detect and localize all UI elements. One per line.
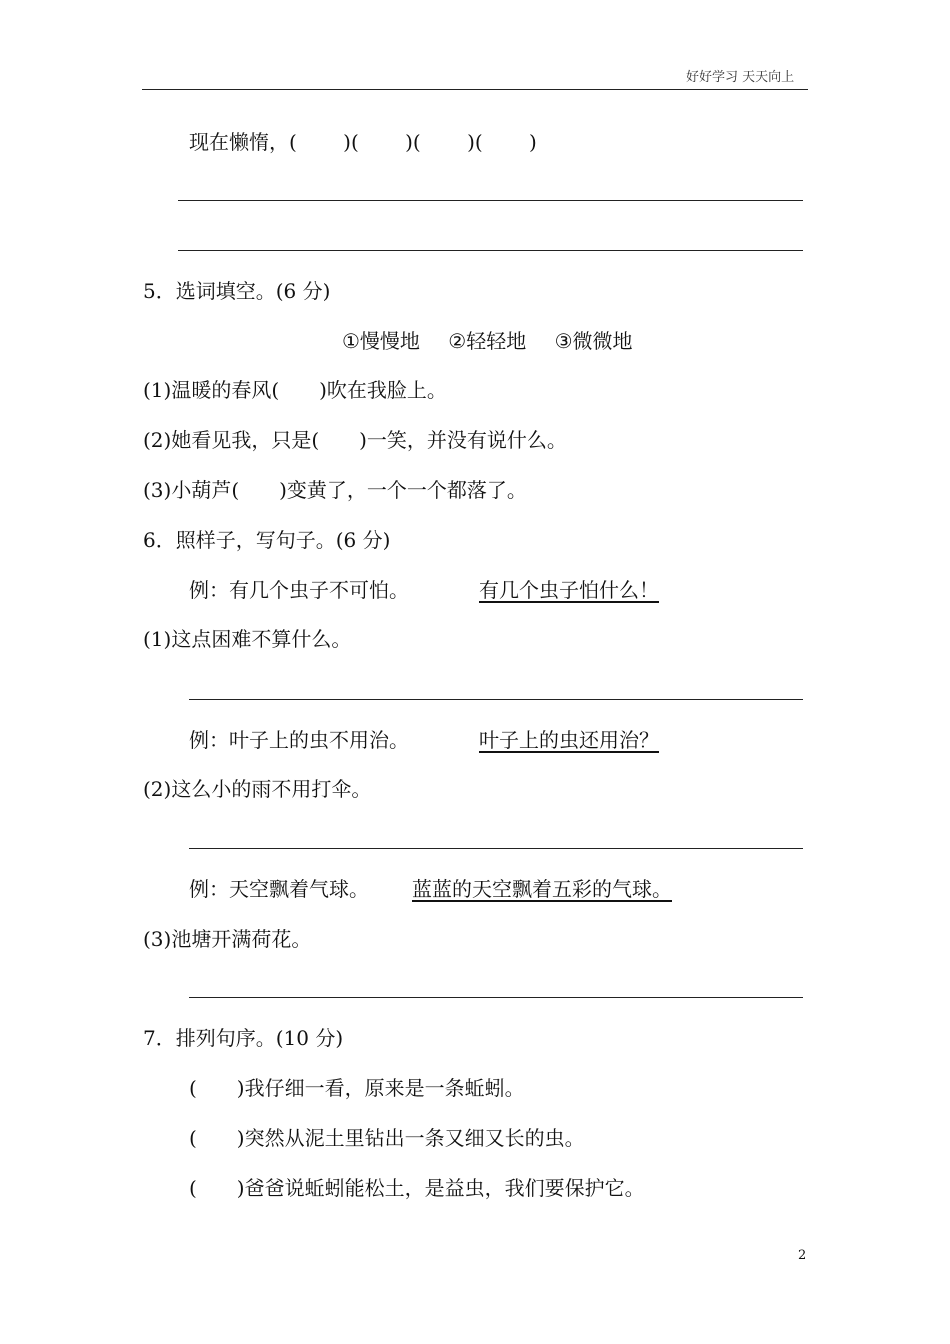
q5-item-1[interactable]: (1)温暖的春风( )吹在我脸上。 [143,378,447,402]
q4-answer-line-2[interactable] [178,250,803,251]
q6-answer-line-3[interactable] [189,997,803,998]
q6-item-3: (3)池塘开满荷花。 [143,927,312,951]
header-slogan: 好好学习 天天向上 [686,70,795,85]
q6-example-2-answer: 叶子上的虫还用治？ [479,728,659,752]
q7-text-1: 我仔细一看，原来是一条蚯蚓。 [244,1076,525,1100]
q6-example-1-label: 例：有几个虫子不可怕。 [189,578,409,602]
q5-item-2[interactable]: (2)她看见我，只是( )一笑，并没有说什么。 [143,428,567,452]
q7-title: 7．排列句序。(10 分) [143,1026,344,1050]
q7-text-3: 爸爸说蚯蚓能松土，是益虫，我们要保护它。 [244,1176,645,1200]
q7-bracket-1[interactable]: ( ) [189,1076,245,1100]
q7-item-2 [189,1125,585,1151]
q7-text-2: 突然从泥土里钻出一条又细又长的虫。 [244,1126,585,1150]
q6-answer-line-1[interactable] [189,699,803,700]
q6-example-3-answer: 蓝蓝的天空飘着五彩的气球。 [412,877,672,901]
q7-bracket-2[interactable]: ( ) [189,1126,245,1150]
q4-prefix: 现在懒惰， [189,130,289,154]
q6-example-2-label: 例：叶子上的虫不用治。 [189,728,409,752]
q7-item-1 [189,1075,525,1101]
q7-bracket-3[interactable]: ( ) [189,1176,245,1200]
q4-brackets[interactable]: ( )( )( )( ) [289,130,537,154]
q4-line [189,129,537,155]
q7-item-3 [189,1175,645,1201]
q5-option-2: ②轻轻地 [448,329,527,353]
header-rule [142,89,808,90]
q5-item-3[interactable]: (3)小葫芦( )变黄了，一个一个都落了。 [143,478,527,502]
q6-answer-line-2[interactable] [189,848,803,849]
q6-item-1: (1)这点困难不算什么。 [143,627,352,651]
q6-example-1-answer: 有几个虫子怕什么！ [479,578,659,602]
q4-answer-line-1[interactable] [178,200,803,201]
q5-option-3: ③微微地 [554,329,633,353]
q6-example-3-label: 例：天空飘着气球。 [189,877,369,901]
q6-item-2: (2)这么小的雨不用打伞。 [143,777,372,801]
q5-options [342,328,655,354]
q6-title: 6．照样子，写句子。(6 分) [143,528,391,552]
page-number: 2 [798,1248,807,1263]
q5-option-1: ①慢慢地 [342,329,420,353]
q5-title: 5．选词填空。(6 分) [143,279,331,303]
